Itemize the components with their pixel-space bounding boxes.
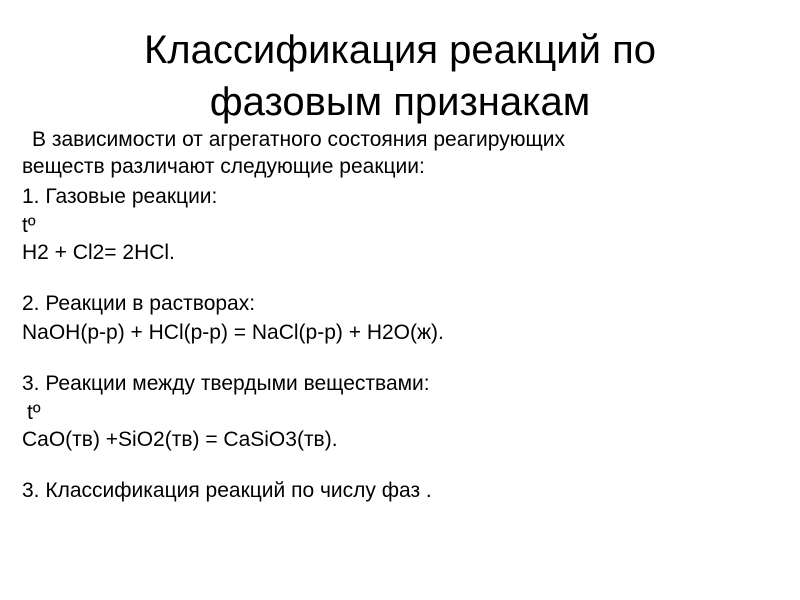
- gas-reaction-equation: H2 + Cl2= 2HCl.: [22, 241, 175, 264]
- spacer: [22, 267, 782, 289]
- solid-reactions-heading: 3. Реакции между твердыми веществами:: [22, 372, 430, 395]
- phase-classification-heading: 3. Классификация реакций по числу фаз .: [22, 479, 432, 502]
- solid-reaction-equation: CaO(тв) +SiO2(тв) = CaSiO3(тв).: [22, 428, 338, 451]
- title-line-1: Классификация реакций по: [144, 28, 656, 72]
- solution-reactions-heading: 2. Реакции в растворах:: [22, 292, 256, 315]
- spacer: [22, 347, 782, 369]
- spacer: [22, 454, 782, 476]
- intro-line-1: В зависимости от агрегатного состояния реагирующих: [32, 128, 565, 151]
- solid-reaction-condition: tº: [27, 401, 41, 424]
- gas-reaction-condition: tº: [22, 214, 36, 237]
- intro-line-2: веществ различают следующие реакции:: [22, 155, 425, 178]
- title-line-2: фазовым признакам: [209, 80, 591, 124]
- solution-reaction-equation: NaOH(р-р) + HCl(р-р) = NaCl(р-р) + H2O(ж).: [22, 321, 444, 344]
- gas-reactions-heading: 1. Газовые реакции:: [22, 185, 218, 208]
- slide-title: [0, 24, 800, 128]
- slide-body: [22, 128, 782, 505]
